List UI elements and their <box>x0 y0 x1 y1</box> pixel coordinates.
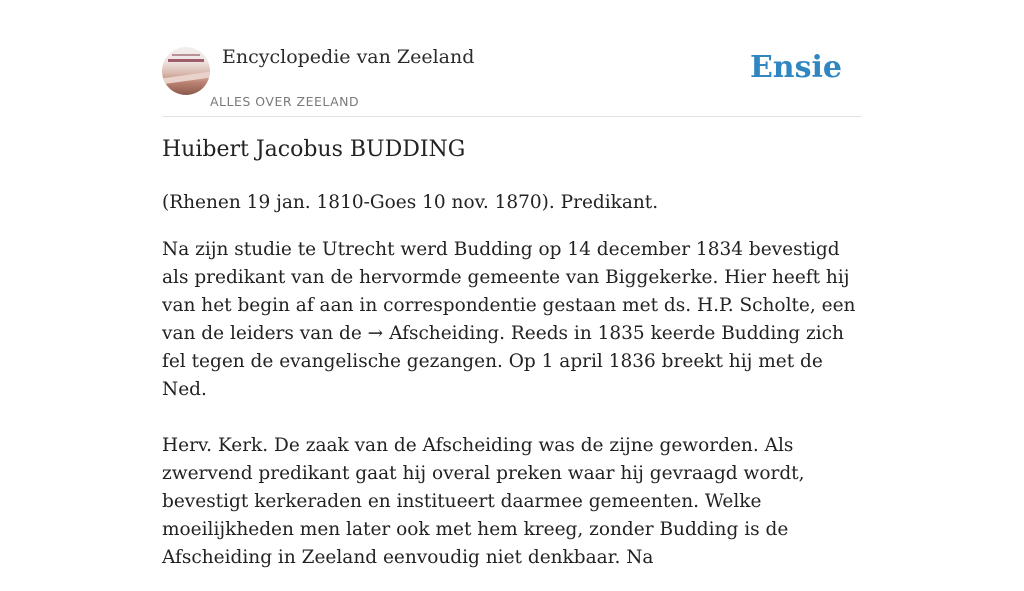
site-logo-avatar[interactable] <box>162 47 210 95</box>
article-paragraph: Na zijn studie te Utrecht werd Budding op 14 december 1834 bevestigd als predikant van de hervormde gemeente van Biggekerke. Hier heeft hij van het begin af aan in correspondentie gestaan met ds. H.P. Scholte, een van de leiders van de → Afscheiding. Reeds in 1835 keerde Budding zich fel tegen de evangelische gezangen. Op 1 april 1836 breekt hij met de Ned. <box>162 238 856 400</box>
avatar-detail <box>168 59 204 62</box>
site-header <box>162 44 862 117</box>
brand-logo[interactable]: Ensie <box>749 50 842 85</box>
avatar-detail <box>162 72 210 85</box>
article-content <box>162 136 862 591</box>
avatar-detail <box>172 54 200 56</box>
article-paragraph: Herv. Kerk. De zaak van de Afscheiding was de zijne geworden. Als zwervend predikant gaat hij overal preken waar hij gevraagd wordt, bevestigt kerkeraden en institueert daarmee gemeenten. Welke moeilijkheden men later ook met hem kreeg, zonder Budding is de Afscheiding in Zeeland eenvoudig niet denkbaar. Na <box>162 434 805 568</box>
article-title: Huibert Jacobus BUDDING <box>162 137 466 162</box>
site-subtitle: ALLES OVER ZEELAND <box>210 94 360 109</box>
article-intro: (Rhenen 19 jan. 1810-Goes 10 nov. 1870). Predikant. <box>162 191 659 213</box>
site-title[interactable]: Encyclopedie van Zeeland <box>222 46 475 68</box>
